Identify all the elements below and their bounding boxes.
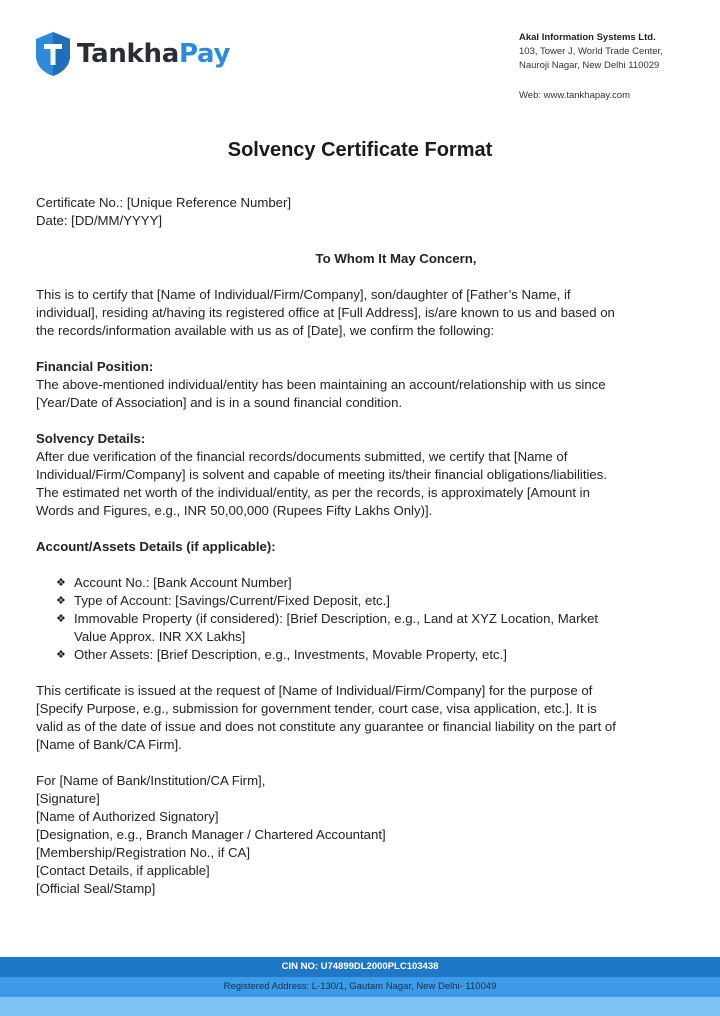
purpose-line: [Name of Bank/CA Firm].	[36, 737, 182, 752]
brand-wordmark-tankha: Tankha	[77, 39, 179, 69]
company-name: Akal Information Systems Ltd.	[519, 32, 656, 43]
asset-item-line: Value Approx. INR XX Lakhs]	[74, 629, 246, 644]
diamond-bullet-icon: ❖	[56, 613, 66, 625]
brand-wordmark-pay: Pay	[178, 39, 231, 69]
shield-t-icon	[34, 31, 72, 77]
footer-strip	[0, 997, 720, 1016]
solvency-details-heading: Solvency Details:	[36, 431, 146, 446]
signoff-line: [Contact Details, if applicable]	[36, 863, 210, 878]
intro-line: the records/information available with us as of [Date], we confirm the following:	[36, 323, 495, 338]
salutation: To Whom It May Concern,	[315, 251, 477, 266]
certificate-number: Certificate No.: [Unique Reference Number]	[36, 195, 292, 210]
diamond-bullet-icon: ❖	[56, 577, 66, 589]
company-address-line2: Nauroji Nagar, New Delhi 110029	[519, 60, 660, 71]
asset-item-line: Account No.: [Bank Account Number]	[74, 575, 292, 590]
purpose-line: This certificate is issued at the request of [Name of Individual/Firm/Company] for the purpose of	[36, 683, 593, 698]
company-address-line1: 103, Tower J, World Trade Center,	[519, 46, 663, 57]
list-item	[56, 610, 686, 646]
solvency-details-line: The estimated net worth of the individual/entity, as per the records, is approximately [Amount in	[36, 485, 590, 500]
financial-position-line: [Year/Date of Association] and is in a sound financial condition.	[36, 395, 403, 410]
asset-item-line: Type of Account: [Savings/Current/Fixed Deposit, etc.]	[74, 593, 390, 608]
purpose-line: valid as of the date of issue and does not constitute any guarantee or financial liability on the part of	[36, 719, 616, 734]
assets-heading: Account/Assets Details (if applicable):	[36, 539, 276, 554]
intro-line: individual], residing at/having its registered office at [Full Address], is/are known to us and based on	[36, 305, 615, 320]
solvency-details-line: Individual/Firm/Company] is solvent and capable of meeting its/their financial obligations/liabilities.	[36, 467, 608, 482]
footer-cin: CIN NO: U74899DL2000PLC103438	[0, 957, 720, 977]
certificate-body	[36, 194, 686, 898]
signoff-line: For [Name of Bank/Institution/CA Firm],	[36, 773, 266, 788]
financial-position-line: The above-mentioned individual/entity has been maintaining an account/relationship with us since	[36, 377, 606, 392]
certificate-date: Date: [DD/MM/YYYY]	[36, 213, 163, 228]
asset-item-line: Other Assets: [Brief Description, e.g., Investments, Movable Property, etc.]	[74, 647, 507, 662]
financial-position-heading: Financial Position:	[36, 359, 154, 374]
signoff-line: [Designation, e.g., Branch Manager / Chartered Accountant]	[36, 827, 386, 842]
purpose-line: [Specify Purpose, e.g., submission for government tender, court case, visa application, etc.]. It is	[36, 701, 597, 716]
list-item	[56, 646, 686, 664]
signoff-line: [Signature]	[36, 791, 100, 806]
diamond-bullet-icon: ❖	[56, 595, 66, 607]
intro-line: This is to certify that [Name of Individual/Firm/Company], son/daughter of [Father’s Name, if	[36, 287, 571, 302]
document-title: Solvency Certificate Format	[227, 139, 493, 161]
signoff-line: [Name of Authorized Signatory]	[36, 809, 219, 824]
list-item	[56, 592, 686, 610]
brand-wordmark	[77, 41, 230, 67]
signoff-line: [Official Seal/Stamp]	[36, 881, 156, 896]
brand-logo	[34, 31, 230, 77]
signoff-line: [Membership/Registration No., if CA]	[36, 845, 251, 860]
asset-item-line: Immovable Property (if considered): [Brief Description, e.g., Land at XYZ Location, Market	[74, 611, 599, 626]
company-website: Web: www.tankhapay.com	[519, 90, 631, 101]
solvency-details-line: After due verification of the financial records/documents submitted, we certify that [Name of	[36, 449, 568, 464]
assets-list	[36, 574, 686, 664]
company-info	[519, 31, 663, 103]
list-item	[56, 574, 686, 592]
diamond-bullet-icon: ❖	[56, 649, 66, 661]
solvency-details-line: Words and Figures, e.g., INR 50,00,000 (Rupees Fifty Lakhs Only)].	[36, 503, 433, 518]
footer-registered-address: Registered Address: L-130/1, Gautam Nagar, New Delhi- 110049	[0, 977, 720, 997]
